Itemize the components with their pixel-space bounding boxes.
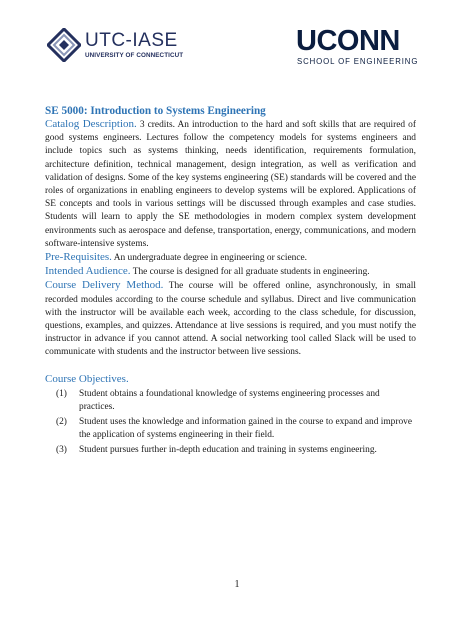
document-body xyxy=(45,104,416,458)
catalog-section xyxy=(45,118,416,251)
prerequisites-text: An undergraduate degree in engineering or science. xyxy=(113,253,307,264)
list-item xyxy=(45,388,416,414)
page-number: 1 xyxy=(234,579,240,590)
utc-iase-title: UTC-IASE xyxy=(85,30,178,51)
prerequisites-section xyxy=(45,251,416,265)
uconn-wordmark: UCONN xyxy=(296,25,400,57)
prerequisites-heading: Pre-Requisites. xyxy=(45,251,112,264)
objectives-section xyxy=(45,372,416,458)
utc-iase-subtitle: UNIVERSITY OF CONNECTICUT xyxy=(85,52,184,59)
objective-text: Student obtains a foundational knowledge of systems engineering processes and practices. xyxy=(79,388,380,412)
page-header xyxy=(0,0,474,80)
diamond-logo-icon xyxy=(47,28,81,62)
objective-number: (1) xyxy=(56,388,67,399)
delivery-heading: Course Delivery Method. xyxy=(45,279,164,292)
objective-number: (2) xyxy=(56,417,67,428)
catalog-text: 3 credits. An introduction to the hard and soft skills that are required of good systems engineers. Lectures follow the competency models for systems engineers and include topics such as systems thinking, needs identification, requirements formulation, architecture definition, technical management, design integration, as well as verification and validation of designs. Some of the key systems engineering (SE) standards will be covered and the roles of organizations in enabling engineers to develop systems will be explored. Applications of SE concepts and tools in various settings will be discussed through examples and case studies. Students will learn to apply the SE methodologies in modern complex system development environments such as aerospace and defense, transportation, energy, communications, and modern software-intensive systems. xyxy=(45,120,416,249)
list-item xyxy=(45,416,416,442)
delivery-section xyxy=(45,279,416,359)
delivery-text: The course will be offered online, asynchronously, in small recorded modules according to the course schedule and syllabus. Direct and live communication with the instructor will be available each week, according to the class schedule, for discussion, questions, examples, and quizzes. Attendance at live sessions is required, and you must notify the instructor in advance if you cannot attend. A social networking tool called Slack will be used to communicate with students and the instructor between live sessions. xyxy=(45,281,416,358)
audience-section xyxy=(45,265,416,279)
audience-heading: Intended Audience. xyxy=(45,265,131,278)
objective-number: (3) xyxy=(56,445,67,456)
objective-text: Student uses the knowledge and information gained in the course to expand and improve the application of systems engineering in their field. xyxy=(79,417,412,441)
objectives-list xyxy=(45,388,416,458)
list-item xyxy=(45,444,416,457)
audience-text: The course is designed for all graduate students in engineering. xyxy=(132,267,370,278)
uconn-subtitle: SCHOOL OF ENGINEERING xyxy=(297,57,419,66)
course-title: SE 5000: Introduction to Systems Engineering xyxy=(45,105,266,117)
objective-text: Student pursues further in-depth education and training in systems engineering. xyxy=(79,445,377,456)
utc-iase-logo xyxy=(47,28,207,70)
uconn-logo xyxy=(296,25,419,68)
objectives-heading: Course Objectives. xyxy=(45,372,129,385)
catalog-heading: Catalog Description. xyxy=(45,118,137,130)
